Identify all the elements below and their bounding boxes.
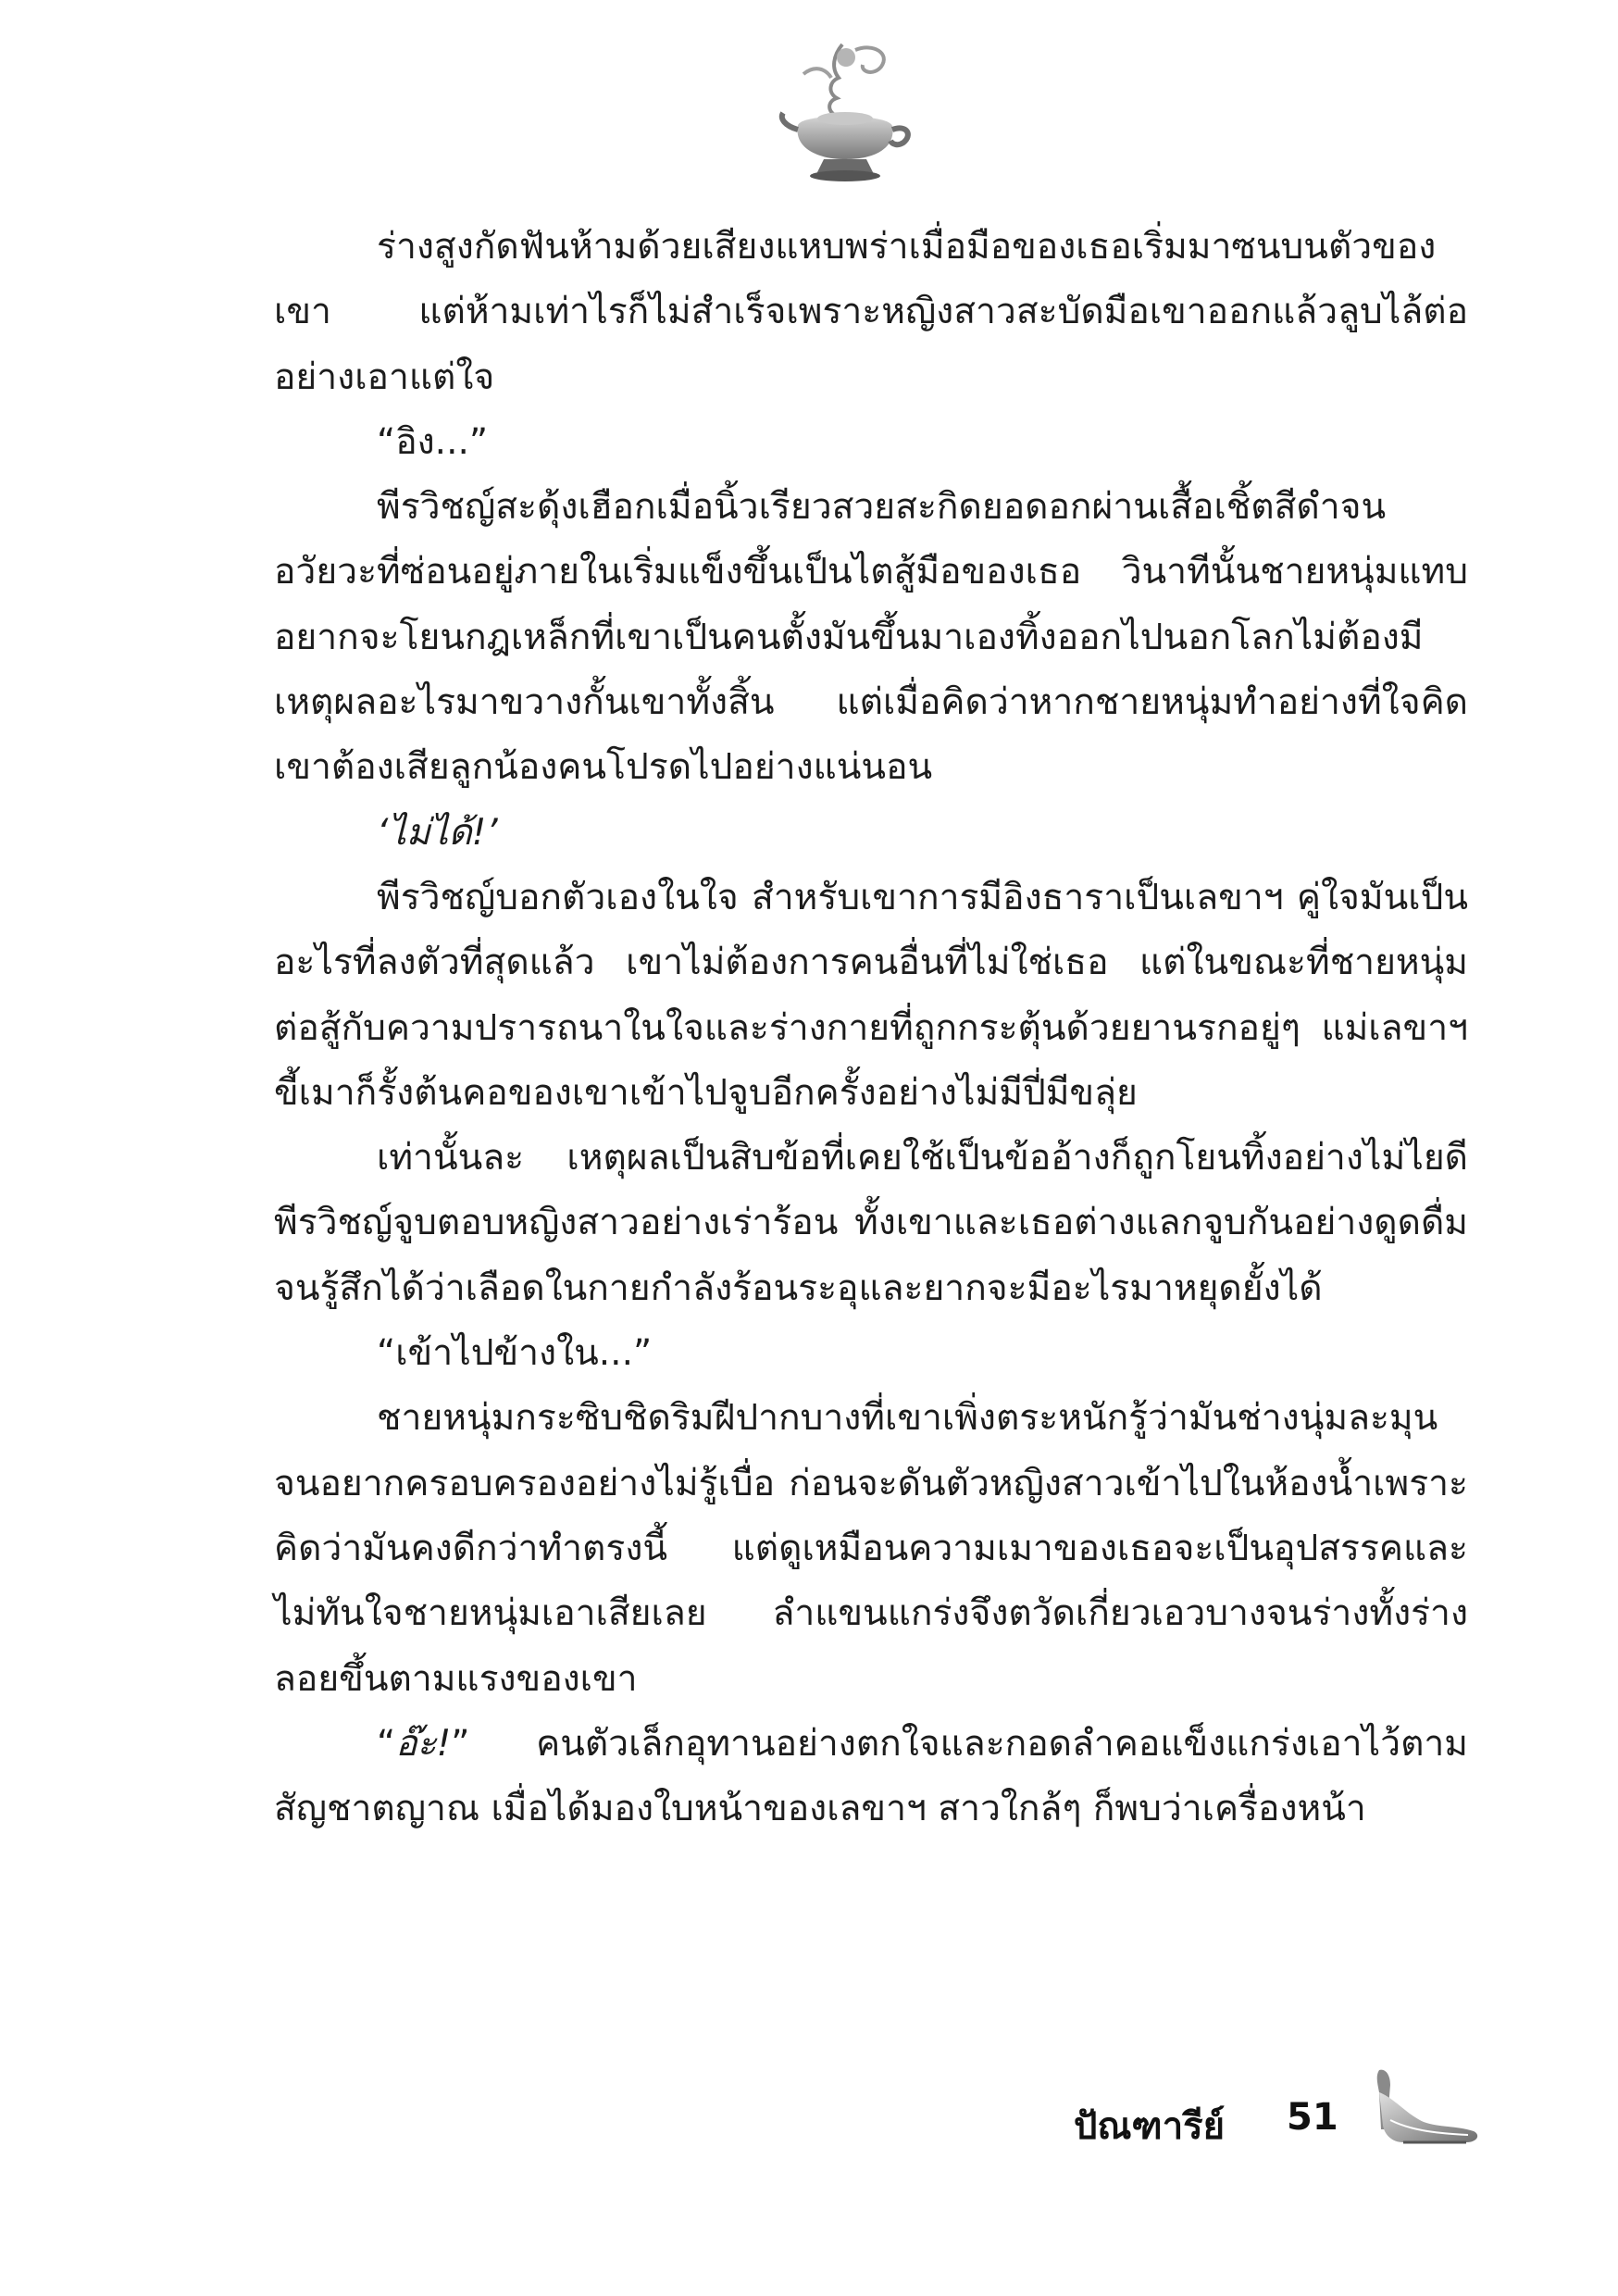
paragraph: ร่างสูงกัดฟันห้ามด้วยเสียงแหบพร่าเมื่อมือของเธอเริ่มมาซนบนตัวของเขา แต่ห้ามเท่าไรก็ไม่สำเร็จเพราะหญิงสาวสะบัดมือเขาออกแล้วลูบไล้ต่ออย่างเอาแต่ใจ bbox=[274, 226, 1468, 398]
paragraph-dialogue: “อิง...” bbox=[377, 420, 489, 463]
paragraph-dialogue: “เข้าไปข้างใน...” bbox=[377, 1332, 653, 1375]
book-title: ปัณฑารีย์ bbox=[1074, 2105, 1226, 2148]
paragraph-rest: ” คนตัวเล็กอุทานอย่างตกใจและกอดลำคอแข็งแกร่งเอาไว้ตามสัญชาตญาณ เมื่อได้มองใบหน้าของเลขาฯ สาวใกล้ๆ ก็พบว่าเครื่องหน้า bbox=[274, 1722, 1468, 1830]
body-text bbox=[274, 215, 1468, 1841]
paragraph: ชายหนุ่มกระซิบชิดริมฝีปากบางที่เขาเพิ่งตระหนักรู้ว่ามันช่างนุ่มละมุนจนอยากครอบครองอย่างไม่รู้เบื่อ ก่อนจะดันตัวหญิงสาวเข้าไปในห้องน้ำเพราะคิดว่ามันคงดีกว่าทำตรงนี้ แต่ดูเหมือนความเมาของเธอจะเป็นอุปสรรคและไม่ทันใจชายหนุ่มเอาเสียเลย ลำแขนแกร่งจึงตวัดเกี่ยวเอวบางจนร่างทั้งร่างลอยขึ้นตามแรงของเขา bbox=[274, 1397, 1468, 1700]
paragraph-last bbox=[274, 1712, 1468, 1842]
genie-lamp-ornament-icon bbox=[778, 37, 913, 183]
page-footer bbox=[1074, 2065, 1481, 2157]
paragraph: พีรวิชญ์บอกตัวเองในใจ สำหรับเขาการมีอิงธาราเป็นเลขาฯ คู่ใจมันเป็นอะไรที่ลงตัวที่สุดแล้ว เขาไม่ต้องการคนอื่นที่ไม่ใช่เธอ แต่ในขณะที่ชายหนุ่มต่อสู้กับความปรารถนาในใจและร่างกายที่ถูกกระตุ้นด้วยยานรกอยู่ๆ แม่เลขาฯ ขี้เมาก็รั้งต้นคอของเขาเข้าไปจูบอีกครั้งอย่างไม่มีปี่มีขลุ่ย bbox=[274, 876, 1468, 1114]
high-heel-shoe-icon bbox=[1366, 2065, 1481, 2153]
paragraph: พีรวิชญ์สะดุ้งเฮือกเมื่อนิ้วเรียวสวยสะกิดยอดอกผ่านเสื้อเชิ้ตสีดำจนอวัยวะที่ซ่อนอยู่ภายในเริ่มแข็งขึ้นเป็นไตสู้มือของเธอ วินาทีนั้นชายหนุ่มแทบอยากจะโยนกฎเหล็กที่เขาเป็นคนตั้งมันขึ้นมาเองทิ้งออกไปนอกโลกไม่ต้องมีเหตุผลอะไรมาขวางกั้นเขาทั้งสิ้น แต่เมื่อคิดว่าหากชายหนุ่มทำอย่างที่ใจคิดเขาต้องเสียลูกน้องคนโปรดไปอย่างแน่นอน bbox=[274, 486, 1468, 789]
exclamation: อ๊ะ! bbox=[395, 1722, 452, 1765]
paragraph: เท่านั้นละ เหตุผลเป็นสิบข้อที่เคยใช้เป็นข้ออ้างก็ถูกโยนทิ้งอย่างไม่ไยดี พีรวิชญ์จูบตอบหญิงสาวอย่างเร่าร้อน ทั้งเขาและเธอต่างแลกจูบกันอย่างดูดดื่มจนรู้สึกได้ว่าเลือดในกายกำลังร้อนระอุและยากจะมีอะไรมาหยุดยั้งได้ bbox=[274, 1137, 1468, 1309]
page-number: 51 bbox=[1287, 2096, 1338, 2139]
open-quote: “ bbox=[377, 1722, 396, 1765]
paragraph-thought: ‘ไม่ได้!’ bbox=[377, 811, 498, 854]
